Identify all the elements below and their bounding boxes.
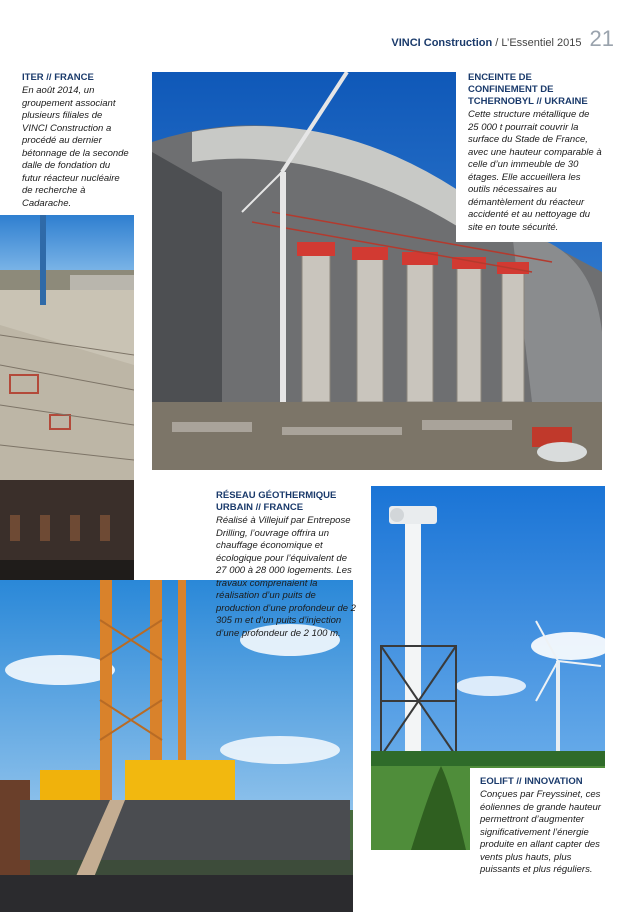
- caption-tchernobyl-text: Cette structure métallique de 25 000 t pourrait couvrir la surface du Stade de France, avec une hauteur comparable à celle d’un immeuble de 30 étages. Elle accueillera les outils nécessaires au démantèlement du réacteur accidenté et au nettoyage du site en toute sécurité.: [468, 109, 602, 233]
- publication-line: VINCI Construction / L’Essentiel 2015: [391, 37, 582, 49]
- page-number: 21: [589, 26, 614, 51]
- caption-eolift-heading: EOLIFT // INNOVATION: [480, 776, 583, 787]
- caption-tchernobyl: [456, 66, 612, 242]
- caption-tchernobyl-heading: ENCEINTE DE CONFINEMENT DE TCHERNOBYL // UKRAINE: [468, 72, 588, 107]
- caption-geothermique-heading: RÉSEAU GÉOTHERMIQUE URBAIN // FRANCE: [216, 490, 337, 513]
- caption-iter: [22, 72, 130, 210]
- caption-iter-text: En août 2014, un groupement associant plusieurs filiales de VINCI Construction a procédé au dernier bétonnage de la seconde dalle de fondation du futur réacteur nucléaire de recherche à Cadarache.: [22, 85, 129, 209]
- caption-eolift: [470, 768, 616, 885]
- caption-geothermique-text: Réalisé à Villejuif par Entrepose Drilling, l’ouvrage offrira un chauffage économique et écologique pour l’équivalent de 27 000 à 28 000 logements. Les travaux comprenaient la réalisation d’un puits de production d’une profondeur de 2 305 m et d’un puits d’injection d’une profondeur de 2 100 m.: [216, 515, 356, 639]
- page-header: [391, 26, 614, 52]
- photo-iter-site: [0, 215, 134, 580]
- caption-eolift-text: Conçues par Freyssinet, ces éoliennes de grande hauteur permettront d’augmenter significativement l’énergie produite en allant capter des vents plus hauts, plus puissants et plus réguliers.: [480, 789, 601, 875]
- publication-title: L’Essentiel 2015: [501, 37, 582, 49]
- brand-name: VINCI Construction: [391, 37, 493, 49]
- caption-geothermique: [216, 490, 358, 640]
- caption-iter-heading: ITER // FRANCE: [22, 72, 94, 83]
